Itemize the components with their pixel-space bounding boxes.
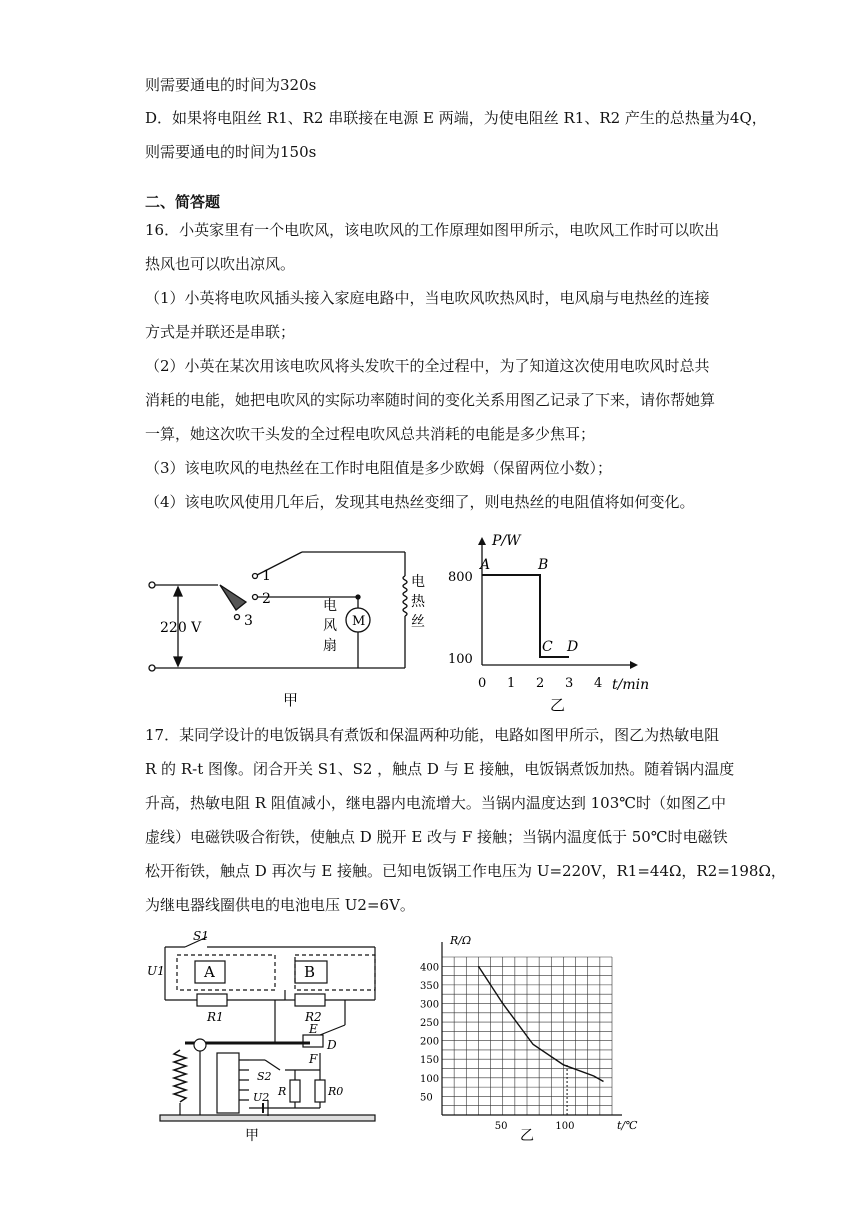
switch-s2-label: S2 bbox=[257, 1070, 272, 1083]
x-axis-arrow bbox=[630, 661, 638, 669]
q17-line3: 升高，热敏电阻 R 阻值减小，继电器内电流增大。当锅内温度达到 103℃时（如图乙中 bbox=[145, 794, 727, 812]
x-axis-label: t/℃ bbox=[617, 1119, 638, 1132]
x-tick-label: 50 bbox=[494, 1121, 508, 1132]
y-tick-label: 350 bbox=[420, 980, 440, 992]
figure-caption-yi: 乙 bbox=[550, 696, 566, 714]
y-axis-label: R/Ω bbox=[450, 934, 472, 947]
q16-part1-line1: （1）小英将电吹风插头接入家庭电路中，当电吹风吹热风时，电风扇与电热丝的连接 bbox=[145, 289, 710, 307]
q17-line2: R 的 R-t 图像。闭合开关 S1、S2 ，触点 D 与 E 接触，电饭锅煮饭加热。随着锅内温度 bbox=[145, 760, 735, 778]
x-tick-label: 0 bbox=[478, 676, 487, 691]
x-axis-label: t/min bbox=[612, 677, 650, 693]
switch-contact-2: 2 bbox=[262, 591, 271, 607]
y-axis-arrow bbox=[478, 537, 486, 545]
q16-part2-line1: （2）小英在某次用该电吹风将头发吹干的全过程中，为了知道这次使用电吹风时总共 bbox=[145, 357, 710, 375]
motor-symbol: M bbox=[352, 614, 366, 629]
q16-part2-line3: 一算，她这次吹干头发的全过程电吹风总共消耗的电能是多少焦耳； bbox=[145, 425, 596, 443]
figure-caption-jia-2: 甲 bbox=[245, 1128, 259, 1144]
x-tick-label: 1 bbox=[507, 676, 516, 691]
q17-rt-chart bbox=[420, 930, 650, 1145]
contact-f-label: F bbox=[309, 1052, 318, 1066]
q16-part4: （4）该电吹风使用几年后，发现其电热丝变细了，则电热丝的电阻值将如何变化。 bbox=[145, 493, 695, 511]
q16-part2-line2: 消耗的电能，她把电吹风的实际功率随时间的变化关系用图乙记录了下来，请你帮她算 bbox=[145, 391, 716, 409]
q16-circuit-diagram bbox=[140, 540, 440, 720]
point-label-A: A bbox=[480, 557, 491, 573]
q16-part3: （3）该电吹风的电热丝在工作时电阻值是多少欧姆（保留两位小数）； bbox=[145, 459, 613, 477]
voltage-label: 220 V bbox=[160, 620, 202, 636]
figure-caption-yi-2: 乙 bbox=[520, 1128, 534, 1144]
point-label-D: D bbox=[567, 639, 579, 655]
y-axis-label: P/W bbox=[492, 533, 521, 549]
resistor-r1-label: R1 bbox=[207, 1010, 224, 1024]
y-tick-label: 200 bbox=[420, 1036, 440, 1048]
heater-label-3: 丝 bbox=[411, 614, 425, 630]
voltage-u1-label: U1 bbox=[147, 964, 165, 978]
q17-line1: 17．某同学设计的电饭锅具有煮饭和保温两种功能，电路如图甲所示，图乙为热敏电阻 bbox=[145, 726, 720, 744]
y-tick-label: 100 bbox=[448, 652, 473, 667]
box-a-label: A bbox=[204, 963, 215, 981]
q16-power-chart bbox=[440, 525, 670, 715]
y-tick-label: 800 bbox=[448, 570, 473, 585]
battery-u2-label: U2 bbox=[253, 1091, 270, 1104]
q17-line4: 虚线）电磁铁吸合衔铁，使触点 D 脱开 E 改与 F 接触；当锅内温度低于 50℃时电磁铁 bbox=[145, 828, 728, 846]
y-tick-label: 400 bbox=[420, 962, 440, 974]
fan-label-1: 电 bbox=[323, 598, 337, 614]
fan-label-3: 扇 bbox=[323, 638, 337, 654]
x-tick-label: 100 bbox=[555, 1121, 575, 1132]
option-c-continuation: 则需要通电的时间为320s bbox=[145, 76, 317, 94]
box-b-label: B bbox=[304, 963, 316, 981]
resistor-r0-label: R0 bbox=[328, 1085, 344, 1098]
heater-label-2: 热 bbox=[411, 594, 425, 610]
resistor-r2-label: R2 bbox=[305, 1010, 322, 1024]
q16-stem-line2: 热风也可以吹出凉风。 bbox=[145, 255, 296, 273]
y-tick-label: 250 bbox=[420, 1018, 440, 1030]
x-tick-label: 2 bbox=[536, 676, 545, 691]
q16-stem-line1: 16．小英家里有一个电吹风，该电吹风的工作原理如图甲所示，电吹风工作时可以吹出 bbox=[145, 221, 720, 239]
q17-line5: 松开衔铁，触点 D 再次与 E 接触。已知电饭锅工作电压为 U=220V，R1=44Ω，R2=198Ω， bbox=[145, 862, 786, 880]
power-line bbox=[482, 575, 569, 657]
section-title: 二、简答题 bbox=[145, 193, 221, 211]
q16-part1-line2: 方式是并联还是串联； bbox=[145, 323, 296, 341]
point-label-B: B bbox=[538, 557, 549, 573]
heater-label-1: 电 bbox=[411, 574, 425, 590]
y-tick-label: 150 bbox=[420, 1055, 440, 1067]
thermistor-r-label: R bbox=[278, 1085, 287, 1098]
contact-d-label: D bbox=[327, 1038, 337, 1052]
rt-curve bbox=[478, 966, 603, 1081]
x-tick-label: 4 bbox=[594, 676, 603, 691]
switch-contact-1: 1 bbox=[262, 568, 271, 584]
contact-e-label: E bbox=[309, 1022, 318, 1036]
fan-label-2: 风 bbox=[323, 618, 337, 634]
option-d-line2: 则需要通电的时间为150s bbox=[145, 143, 317, 161]
y-tick-label: 100 bbox=[420, 1073, 440, 1085]
option-d-line1: D．如果将电阻丝 R1、R2 串联接在电源 E 两端，为使电阻丝 R1、R2 产生的总热量为4Q， bbox=[145, 109, 767, 127]
switch-s1-label: S1 bbox=[193, 929, 209, 943]
q17-line6: 为继电器线圈供电的电池电压 U2=6V。 bbox=[145, 896, 415, 914]
q17-circuit-diagram bbox=[145, 925, 395, 1145]
figure-caption-jia: 甲 bbox=[283, 691, 299, 709]
point-label-C: C bbox=[542, 639, 553, 655]
switch-contact-3: 3 bbox=[244, 613, 253, 629]
x-tick-label: 3 bbox=[565, 676, 574, 691]
y-tick-label: 300 bbox=[420, 999, 440, 1011]
y-tick-label: 50 bbox=[420, 1092, 433, 1104]
